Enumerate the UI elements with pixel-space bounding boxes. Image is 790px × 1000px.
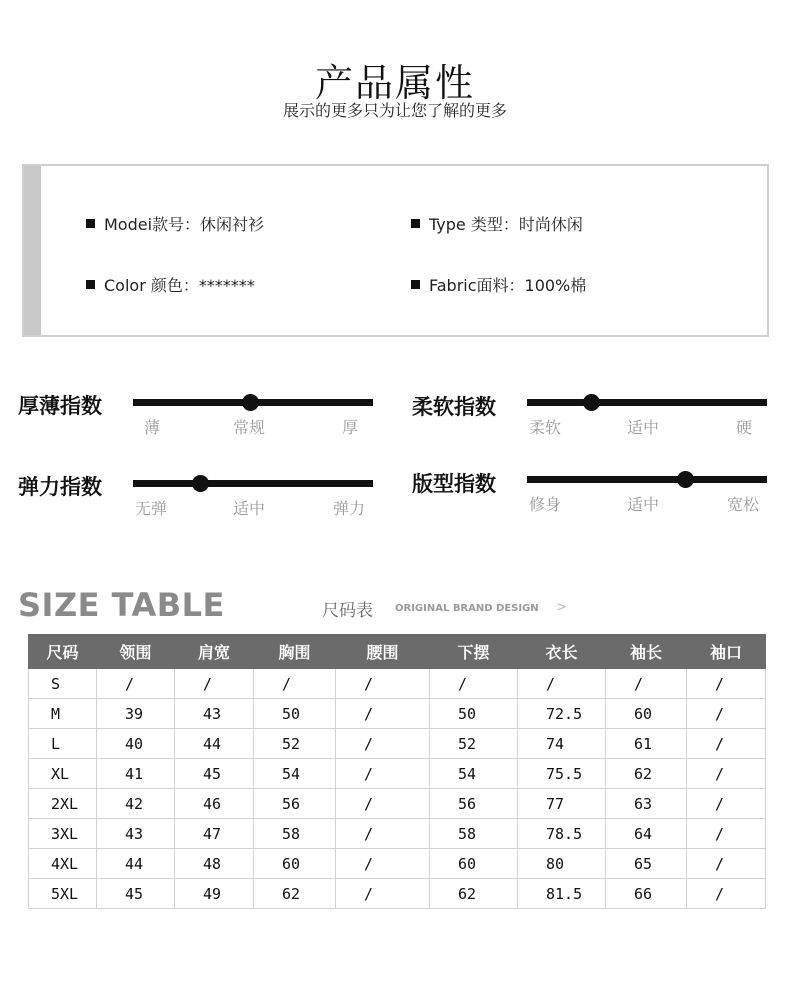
measurement-cell: 60 (254, 849, 336, 879)
index-track (527, 399, 767, 406)
bullet-square-icon (86, 280, 95, 289)
table-row (29, 789, 766, 819)
index-tick-low: 修身 (529, 495, 562, 514)
measurement-cell: 60 (606, 699, 687, 729)
measurement-cell: / (518, 669, 606, 699)
measurement-cell: / (97, 669, 175, 699)
measurement-cell: / (175, 669, 254, 699)
index-track (527, 476, 767, 483)
attribute-fabric-text: Fabric面料：100%棉 (429, 276, 587, 295)
measurement-cell: 43 (175, 699, 254, 729)
attribute-color-text: Color 颜色：******* (104, 276, 255, 295)
index-marker (242, 394, 259, 411)
size-cell: M (29, 699, 97, 729)
index-label: 版型指数 (412, 472, 496, 496)
size-cell: 4XL (29, 849, 97, 879)
measurement-cell: 45 (97, 879, 175, 909)
measurement-cell: 61 (606, 729, 687, 759)
page-subtitle: 展示的更多只为让您了解的更多 (282, 101, 507, 120)
measurement-cell: / (687, 699, 766, 729)
size-table-title-cn: 尺码表 (322, 601, 373, 621)
measurement-cell: / (336, 729, 430, 759)
measurement-cell: / (336, 789, 430, 819)
measurement-cell: 56 (254, 789, 336, 819)
index-tick-high: 硬 (736, 418, 753, 437)
measurement-cell: 74 (518, 729, 606, 759)
measurement-cell: / (687, 849, 766, 879)
measurement-cell: / (687, 819, 766, 849)
index-tick-low: 无弹 (135, 499, 168, 518)
index-label: 厚薄指数 (18, 394, 102, 418)
size-table-header-row (29, 635, 766, 669)
attribute-fabric (411, 273, 586, 296)
measurement-cell: 58 (254, 819, 336, 849)
bullet-square-icon (411, 219, 420, 228)
measurement-cell: / (336, 699, 430, 729)
measurement-cell: / (687, 729, 766, 759)
measurement-cell: / (687, 669, 766, 699)
index-tick-high: 弹力 (333, 499, 366, 518)
table-row (29, 849, 766, 879)
measurement-cell: 44 (175, 729, 254, 759)
measurement-cell: 78.5 (518, 819, 606, 849)
index-tick-low: 薄 (144, 418, 161, 437)
attribute-type-text: Type 类型：时尚休闲 (429, 215, 583, 234)
index-tick-mid: 适中 (233, 499, 266, 518)
measurement-cell: / (336, 849, 430, 879)
measurement-cell: / (254, 669, 336, 699)
measurement-cell: 52 (430, 729, 518, 759)
measurement-cell: 62 (430, 879, 518, 909)
size-cell: L (29, 729, 97, 759)
measurement-cell: / (687, 759, 766, 789)
measurement-cell: 52 (254, 729, 336, 759)
header-sleeve: 袖长 (606, 635, 687, 669)
index-label: 弹力指数 (18, 475, 102, 499)
measurement-cell: 42 (97, 789, 175, 819)
measurement-cell: 45 (175, 759, 254, 789)
header-hem: 下摆 (430, 635, 518, 669)
attribute-color (86, 273, 255, 296)
size-cell: XL (29, 759, 97, 789)
measurement-cell: 47 (175, 819, 254, 849)
measurement-cell: / (687, 879, 766, 909)
measurement-cell: 50 (430, 699, 518, 729)
size-table (28, 634, 766, 909)
size-cell: 5XL (29, 879, 97, 909)
header-cuff: 袖口 (687, 635, 766, 669)
chevron-right-icon: > (556, 600, 567, 615)
header-length: 衣长 (518, 635, 606, 669)
measurement-cell: 50 (254, 699, 336, 729)
size-cell: S (29, 669, 97, 699)
size-cell: 2XL (29, 789, 97, 819)
measurement-cell: / (606, 669, 687, 699)
measurement-cell: 41 (97, 759, 175, 789)
index-tick-low: 柔软 (529, 418, 562, 437)
measurement-cell: / (336, 759, 430, 789)
measurement-cell: 66 (606, 879, 687, 909)
table-row (29, 759, 766, 789)
header-shoulder: 肩宽 (175, 635, 254, 669)
header-chest: 胸围 (254, 635, 336, 669)
measurement-cell: 54 (430, 759, 518, 789)
size-table-title: SIZE TABLE (18, 586, 225, 624)
measurement-cell: / (336, 669, 430, 699)
attributes-panel (22, 164, 769, 337)
table-row (29, 819, 766, 849)
table-row (29, 699, 766, 729)
measurement-cell: 62 (254, 879, 336, 909)
index-marker (677, 471, 694, 488)
measurement-cell: 64 (606, 819, 687, 849)
measurement-cell: / (336, 819, 430, 849)
table-row (29, 879, 766, 909)
index-tick-high: 宽松 (727, 495, 760, 514)
table-row (29, 669, 766, 699)
index-tick-high: 厚 (342, 418, 359, 437)
index-tick-mid: 常规 (233, 418, 266, 437)
measurement-cell: / (336, 879, 430, 909)
measurement-cell: 77 (518, 789, 606, 819)
size-table-body (29, 669, 766, 909)
header-neck: 领围 (97, 635, 175, 669)
attributes-panel-accent-bar (24, 166, 41, 335)
measurement-cell: 60 (430, 849, 518, 879)
page-title: 产品属性 (314, 61, 475, 105)
measurement-cell: 56 (430, 789, 518, 819)
measurement-cell: 75.5 (518, 759, 606, 789)
header-size: 尺码 (29, 635, 97, 669)
bullet-square-icon (411, 280, 420, 289)
measurement-cell: 44 (97, 849, 175, 879)
bullet-square-icon (86, 219, 95, 228)
measurement-cell: 43 (97, 819, 175, 849)
measurement-cell: 65 (606, 849, 687, 879)
size-table-subtitle: ORIGINAL BRAND DESIGN (395, 603, 539, 614)
attribute-model-text: Modei款号：休闲衬衫 (104, 215, 265, 234)
measurement-cell: 62 (606, 759, 687, 789)
index-marker (583, 394, 600, 411)
size-cell: 3XL (29, 819, 97, 849)
index-tick-mid: 适中 (627, 418, 660, 437)
measurement-cell: 63 (606, 789, 687, 819)
measurement-cell: 81.5 (518, 879, 606, 909)
measurement-cell: / (687, 789, 766, 819)
measurement-cell: 49 (175, 879, 254, 909)
index-tick-mid: 适中 (627, 495, 660, 514)
index-track (133, 480, 373, 487)
measurement-cell: / (430, 669, 518, 699)
measurement-cell: 39 (97, 699, 175, 729)
attribute-type (411, 212, 583, 235)
measurement-cell: 72.5 (518, 699, 606, 729)
measurement-cell: 58 (430, 819, 518, 849)
index-label: 柔软指数 (412, 395, 496, 419)
measurement-cell: 54 (254, 759, 336, 789)
attribute-model (86, 212, 264, 235)
index-marker (192, 475, 209, 492)
measurement-cell: 40 (97, 729, 175, 759)
measurement-cell: 46 (175, 789, 254, 819)
header-waist: 腰围 (336, 635, 430, 669)
measurement-cell: 48 (175, 849, 254, 879)
table-row (29, 729, 766, 759)
measurement-cell: 80 (518, 849, 606, 879)
